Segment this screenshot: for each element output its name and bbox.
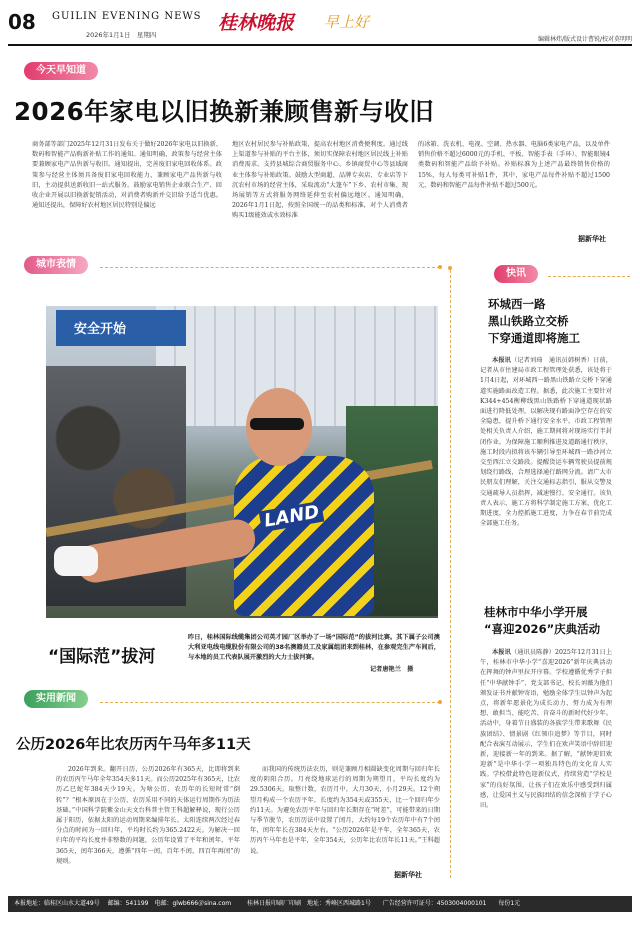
quick-article-1-body	[480, 356, 612, 594]
lead-mark: 本报讯	[492, 649, 511, 656]
quick-border	[548, 276, 630, 277]
tug-of-war-photo	[46, 306, 438, 618]
border-dot	[438, 265, 442, 269]
photo-caption: 昨日，桂林国际线缆集团公司英才园厂区举办了一场“国际范”的拔河比赛。其下属子公司澳大利亚电线电缆股份有限公司的38名澳籍员工及家属组团来到桂林，在参观完生产车间后，与本地的员工代表队展开激烈的大力士拔河赛。	[188, 634, 440, 661]
photo-section-border	[100, 267, 440, 268]
sunglasses	[250, 418, 304, 430]
athlete-shirt	[234, 456, 374, 616]
footer-price: 每份1元	[498, 900, 521, 907]
editor-credits: 编辑林炜/版式设计曹锐/校对莫明明	[537, 36, 632, 43]
page-header	[8, 6, 632, 44]
tag-dots-lead	[112, 64, 612, 78]
title-line: 下穿通道即将施工	[488, 331, 580, 345]
article-text: （通讯员陈静）2025年12月31日上午，桂林市中华小学“喜迎2026”新年庆典活动在挥舞的钟声里拉开序幕。学校遵循优秀学子担任“中华献钟手”、党支部书记、校长刘薇为他们颁发证书并献钟寄语，勉励全体学生以钟声为起点，将新年愿景化为成长动力，努力成为有理想、敢担当、能吃苦、肯奋斗的新时代好少年。活动中，身着节日盛装的各族学生带来歌舞《民族团结》、情景剧《红领巾追梦》等节目，同时配合表演互动展示，学生们在欢声笑语中辞旧迎新，迎接新一年的到来。据了解，“献钟迎旧欢迎新”是中华小学一项独具特色的文化育人实践。学校借此特色迎新仪式，持续营造“学校是家”的良好氛围，让孩子们在欢乐中感受到归属感，让爱国主义与民族团结的信念深植于学子心田。	[480, 649, 612, 810]
border-dot	[438, 700, 442, 704]
quick-article-2-body	[480, 648, 612, 872]
footer-contact: 邮编：541199 电邮：glwb666＠sina.com	[107, 900, 232, 907]
slogan: 早上好	[324, 13, 370, 31]
lead-col-2: 地区农村居民参与补贴政策，提高农村地区消费便利度。通过线上渠道参与补贴的平台主体，须切实保障农村地区居民线上补贴消费需求。支持县城综合商贸服务中心、乡镇商贸中心等县域商业主体参与补贴政策。鼓励大型商超、品牌专卖店、专业店等下沉农村市场的经营主体，采取流动“大篷车”下乡、农村市集、现场展销等方式将服务网络延伸至农村偏远地区。通知明确，2026年1月1日起，按照全国统一的品类和标准，对个人消费者购买1级能效或水效标准	[232, 141, 408, 220]
section-tag-today: 今天早知道	[24, 62, 98, 80]
section-tag-quick: 快讯	[494, 265, 538, 283]
shirt-text: LAND	[259, 501, 325, 533]
quick-article-2-title	[484, 604, 600, 638]
footer-bar	[8, 896, 632, 912]
lead-headline: 2026年家电以旧换新兼顾售新与收旧	[14, 97, 435, 126]
lead-signature: 据新华社	[578, 235, 606, 243]
header-rule	[8, 44, 632, 46]
photo-credit: 记者唐艳兰 摄	[370, 666, 414, 673]
news2-col-1: 2026年到来。翻开日历，公历2026年有365天，比即将到来的农历丙午马年全年354天多11天。而公历2025年有365天，比农历乙巳蛇年384天少19天。为啥公历、农历年的长短时常“倒转”？“根本原因在于公历、农历采用不同的天体运行周期作为历法基础。”中国科学院紫金山天文台科普主管王科超解释说，现行公历属于阳历，依据太阳的运动周期来编排年长。太阳连续两次经过春分点的时间为一回归年，平均时长约为365.2422天。为解决一回归年的平均长度并非整数的问题，公历年设置了平年和闰年，平年365天，闰年366天，遵循“四年一闰，百年不闰，四百年再闰”的规则。	[56, 766, 240, 865]
news2-border-top	[100, 702, 440, 703]
lead-mark: 本报讯	[492, 357, 511, 364]
border-dot	[448, 266, 452, 270]
title-line: “喜迎2026”庆典活动	[484, 622, 601, 636]
footer-license: 广告经营许可证号：4503004000101	[382, 900, 487, 907]
date-line	[86, 30, 156, 39]
lead-col-1: 商务部等部门2025年12月31日发布关于做好2026年家电以旧换新、数码和智能产品购新补贴工作的通知。通知明确，政策参与经营主体要兼顾家电产品售新与收旧。通知提出，完善废旧家电回收体系。政策参与经营主体须具备废旧家电回收能力，兼顾家电产品售新与收旧，主动提供送新收旧一站式服务。鼓励家电销售企业联合生产、回收企业开展以旧换新促销活动，对消费者购新并交旧给予适当优惠。通知还提出，保障好农村地区居民特别是偏远	[32, 141, 222, 210]
article-text: （记者刘琦 通讯员韩树香）日前，记者从市住建局市政工程管理处获悉，该处将于1月4日起，对环城西一路黑山铁路立交桥下穿通道实施路面改造工程。据悉，此次施工主要针对K344+454衡柳线黑山铁路桥下穿通道现状路面进行降低处理，以解决现有路面净空存在的安全隐患，提升桥下通行安全水平。市政工程管理处相关负责人介绍，施工期间将对现场实行半封闭作业。为保障施工顺利推进及道路通行秩序，施工时段内拟将该车辆引导至环城西一路沙河立交至西江立交路段。提醒货运车辆驾驶员提前规划绕行路线，合理选择通行路网分流。请广大市民朋友们理解，关注交通标志指引，服从交警及交通疏导人员指挥，减速慢行、安全通行。该负责人表示，施工方将科学制定施工方案，优化工期进度，全力控抓施工进度，力争在春节前完成全部施工任务。	[480, 357, 612, 528]
news2-headline: 公历2026年比农历丙午马年多11天	[16, 737, 251, 753]
date: 2026年1月1日	[86, 31, 131, 39]
quick-column-divider	[450, 270, 451, 878]
photo-headline: “国际范”拔河	[48, 647, 156, 667]
title-line: 桂林市中华小学开展	[484, 605, 588, 619]
lead-col-3: 的冰箱、洗衣机、电视、空调、热水器、电脑6类家电产品，以及单件销售价格不超过6000元的手机、平板、智能手表（手环）、智能眼镜4类数码和智能产品给予补贴。补贴标准为上述产品最终销售价格的15%，每人每类可补贴1件，其中，家电产品每件补贴不超过1500元，数码和智能产品每件补贴不超过500元。	[418, 141, 610, 189]
section-tag-city: 城市表情	[24, 256, 88, 274]
title-line: 环城西一路	[488, 297, 546, 311]
news2-col-2: 而我国的传统历法农历，则是兼顾月相圆缺变化周期与回归年长度的阴阳合历。月亮绕地球运行的周期为朔望月，平均长度约为29.5306天。取整计数，农历月中，大月30天，小月29天。12个朔望月构成一个农历平年，长度约为354天或355天，比一个回归年少约11天。为避免农历平年与回归年长期存在“时差”，可能带来的日期与季节脱节，农历历法中设置了闰月，大约每19个农历年中有7个闰年，闰年年长在384天左右。“公历2026年是平年，全年365天，农历丙午马年也是平年，全年354天，公历年比农历年长11天。”王科超说。	[250, 766, 440, 855]
paper-name-en: GUILIN EVENING NEWS	[52, 11, 202, 22]
paper-logo: 桂林晚报	[218, 12, 295, 34]
footer-address: 本报地址：临桂区山水大道49号	[14, 900, 100, 907]
news2-signature: 据新华社	[394, 871, 422, 879]
weekday: 星期四	[136, 31, 157, 39]
page-number: 08	[8, 10, 36, 34]
title-line: 黑山铁路立交桥	[488, 314, 569, 328]
sign-text: 安全开始	[74, 322, 127, 337]
section-tag-practical: 实用新闻	[24, 690, 88, 708]
footer-printer: 桂林日报印刷厂印刷 地址：秀峰区西城路1号	[247, 900, 371, 907]
glove	[54, 546, 98, 576]
quick-article-1-title	[488, 296, 580, 347]
